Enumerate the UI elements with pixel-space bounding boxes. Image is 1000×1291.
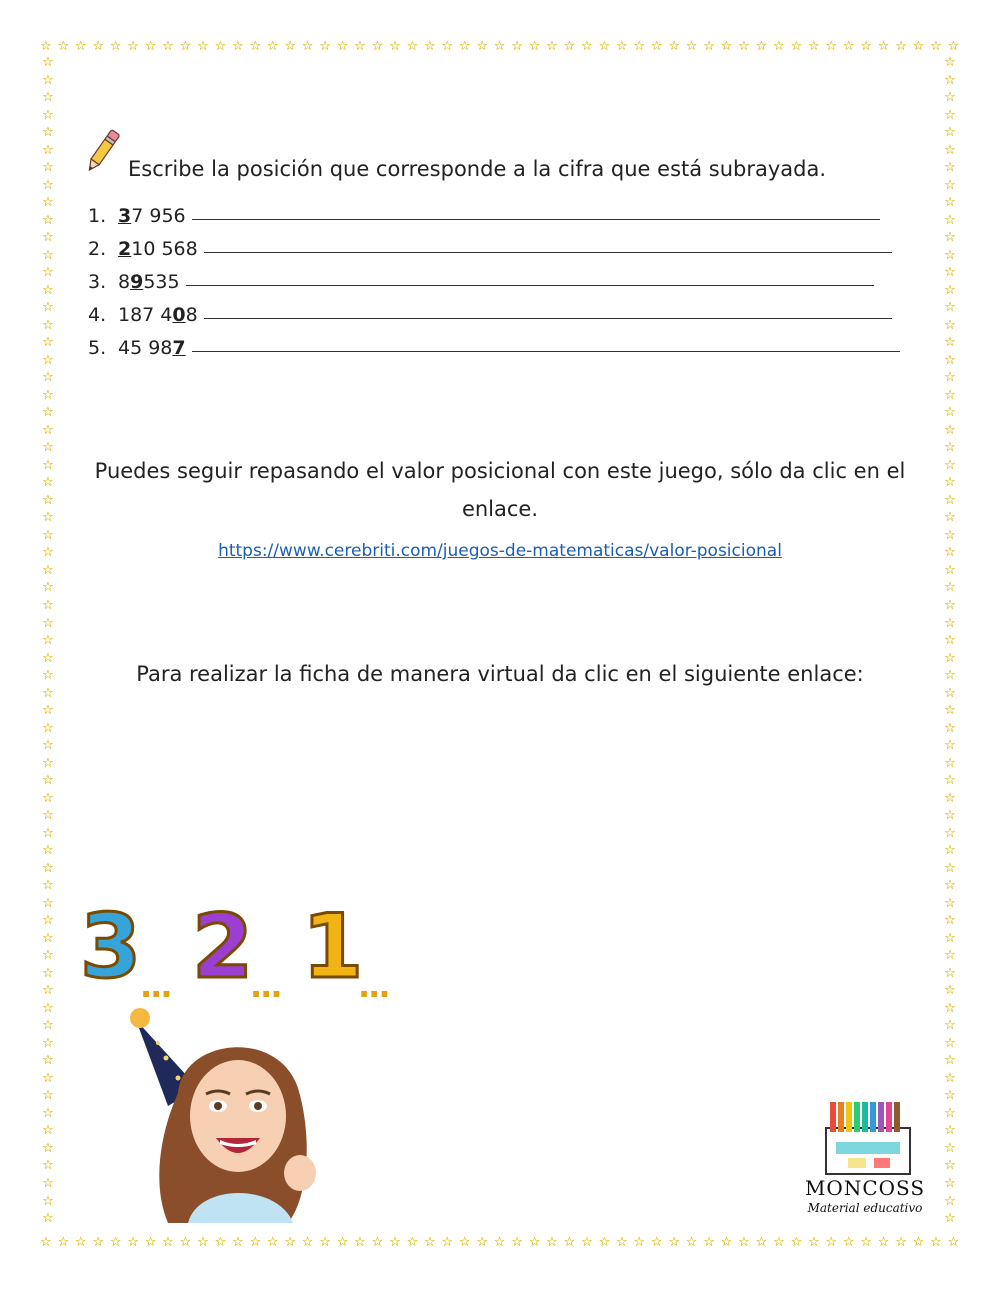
star-icon: ☆ (301, 1234, 314, 1250)
star-icon: ☆ (944, 948, 956, 964)
star-icon: ☆ (738, 38, 750, 54)
star-icon: ☆ (336, 1234, 349, 1250)
star-icon: ☆ (944, 1070, 956, 1086)
countdown-dots: ... (250, 967, 281, 1005)
star-icon: ☆ (214, 1234, 227, 1250)
star-icon: ☆ (511, 1234, 523, 1250)
star-icon: ☆ (42, 475, 54, 491)
star-icon: ☆ (42, 685, 54, 701)
star-icon: ☆ (944, 1035, 956, 1051)
star-icon: ☆ (42, 720, 54, 736)
game-link[interactable]: https://www.cerebriti.com/juegos-de-matematicas/valor-posicional (218, 541, 782, 561)
star-icon: ☆ (546, 38, 558, 54)
star-icon: ☆ (354, 1234, 366, 1250)
star-icon: ☆ (842, 38, 855, 54)
answer-line[interactable] (192, 350, 900, 352)
star-icon: ☆ (944, 90, 956, 106)
star-icon: ☆ (42, 440, 54, 456)
star-icon: ☆ (944, 230, 956, 246)
star-icon: ☆ (42, 160, 54, 176)
exercise-list (88, 203, 928, 368)
star-icon: ☆ (179, 38, 192, 54)
star-icon: ☆ (944, 650, 956, 666)
star-icon: ☆ (912, 38, 925, 54)
underlined-digit: 7 (172, 337, 186, 359)
star-icon: ☆ (720, 1234, 733, 1250)
star-icon: ☆ (944, 1211, 956, 1226)
star-icon: ☆ (528, 1234, 541, 1250)
star-icon: ☆ (944, 195, 956, 211)
star-icon: ☆ (42, 633, 54, 649)
star-icon: ☆ (944, 335, 956, 351)
star-icon: ☆ (42, 370, 54, 386)
star-icon: ☆ (930, 38, 942, 54)
star-icon: ☆ (42, 895, 54, 911)
star-icon: ☆ (42, 545, 54, 561)
star-icon: ☆ (42, 808, 54, 824)
star-icon: ☆ (42, 56, 54, 70)
star-icon: ☆ (944, 825, 956, 841)
number-suffix: 7 956 (131, 205, 186, 227)
star-icon: ☆ (42, 965, 54, 981)
star-icon: ☆ (42, 650, 54, 666)
star-icon: ☆ (42, 352, 54, 368)
star-icon: ☆ (633, 1234, 646, 1250)
countdown-dots: ... (358, 967, 389, 1005)
star-icon: ☆ (42, 790, 54, 806)
star-icon: ☆ (755, 1234, 768, 1250)
star-icon: ☆ (42, 703, 54, 719)
star-icon: ☆ (42, 1053, 54, 1069)
star-icon: ☆ (944, 843, 956, 859)
star-icon: ☆ (371, 1234, 384, 1250)
star-icon: ☆ (944, 510, 956, 526)
star-icon: ☆ (944, 1053, 956, 1069)
star-icon: ☆ (319, 38, 331, 54)
star-border-left (40, 56, 56, 1226)
star-icon: ☆ (944, 633, 956, 649)
star-icon: ☆ (354, 38, 366, 54)
star-border-right (942, 56, 958, 1226)
star-icon: ☆ (944, 440, 956, 456)
star-icon: ☆ (406, 1234, 419, 1250)
star-icon: ☆ (42, 948, 54, 964)
star-icon: ☆ (860, 1234, 872, 1250)
star-icon: ☆ (944, 773, 956, 789)
star-icon: ☆ (42, 1035, 54, 1051)
star-icon: ☆ (633, 38, 646, 54)
star-icon: ☆ (773, 38, 785, 54)
countdown-one: 1 (302, 895, 364, 998)
star-icon: ☆ (944, 580, 956, 596)
star-icon: ☆ (57, 38, 70, 54)
item-number: 5. (88, 337, 107, 359)
review-paragraph: Puedes seguir repasando el valor posicional con este juego, sólo da clic en el enlace. (94, 459, 906, 521)
item-number: 2. (88, 238, 107, 260)
star-icon: ☆ (42, 142, 54, 158)
star-icon: ☆ (944, 720, 956, 736)
star-icon: ☆ (197, 1234, 209, 1250)
logo-subtitle: Material educativo (807, 1201, 923, 1215)
star-icon: ☆ (42, 107, 54, 123)
star-icon: ☆ (109, 38, 122, 54)
star-icon: ☆ (493, 1234, 506, 1250)
star-icon: ☆ (944, 597, 956, 613)
star-icon: ☆ (773, 1234, 785, 1250)
star-icon: ☆ (944, 930, 956, 946)
star-icon: ☆ (42, 247, 54, 263)
list-item (88, 269, 928, 302)
star-icon: ☆ (42, 125, 54, 141)
star-icon: ☆ (944, 668, 956, 684)
star-icon: ☆ (249, 38, 262, 54)
star-icon: ☆ (42, 212, 54, 228)
star-icon: ☆ (738, 1234, 750, 1250)
star-icon: ☆ (389, 1234, 401, 1250)
underlined-digit: 9 (130, 271, 144, 293)
star-icon: ☆ (42, 335, 54, 351)
star-icon: ☆ (825, 38, 838, 54)
answer-line[interactable] (204, 251, 892, 253)
star-icon: ☆ (703, 38, 715, 54)
star-icon: ☆ (458, 1234, 471, 1250)
star-icon: ☆ (127, 1234, 139, 1250)
star-icon: ☆ (476, 1234, 488, 1250)
star-icon: ☆ (42, 913, 54, 929)
star-icon: ☆ (944, 913, 956, 929)
underlined-digit: 3 (118, 205, 132, 227)
star-icon: ☆ (755, 38, 768, 54)
star-icon: ☆ (249, 1234, 262, 1250)
star-icon: ☆ (42, 1018, 54, 1034)
brand-logo (800, 1098, 940, 1223)
star-icon: ☆ (944, 422, 956, 438)
list-item (88, 302, 928, 335)
star-icon: ☆ (944, 475, 956, 491)
star-icon: ☆ (162, 38, 174, 54)
star-icon: ☆ (650, 38, 663, 54)
star-icon: ☆ (423, 1234, 436, 1250)
star-icon: ☆ (284, 1234, 296, 1250)
star-icon: ☆ (860, 38, 872, 54)
star-icon: ☆ (598, 38, 611, 54)
number-prefix: 187 4 (118, 304, 173, 326)
star-icon: ☆ (598, 1234, 611, 1250)
star-icon: ☆ (947, 1234, 960, 1250)
star-icon: ☆ (42, 492, 54, 508)
item-number: 4. (88, 304, 107, 326)
star-icon: ☆ (790, 1234, 803, 1250)
star-icon: ☆ (944, 1123, 956, 1139)
star-icon: ☆ (197, 38, 209, 54)
star-icon: ☆ (42, 773, 54, 789)
number-prefix: 8 (118, 271, 131, 293)
pencil-icon (78, 128, 126, 176)
star-icon: ☆ (40, 1234, 52, 1250)
star-icon: ☆ (944, 352, 956, 368)
star-icon: ☆ (42, 1176, 54, 1191)
star-icon: ☆ (42, 300, 54, 316)
star-icon: ☆ (162, 1234, 174, 1250)
star-icon: ☆ (42, 843, 54, 859)
star-icon: ☆ (42, 1123, 54, 1139)
star-icon: ☆ (944, 1176, 956, 1191)
virtual-paragraph: Para realizar la ficha de manera virtual da clic en el siguiente enlace: (136, 662, 864, 686)
star-icon: ☆ (179, 1234, 192, 1250)
star-icon: ☆ (144, 38, 157, 54)
star-icon: ☆ (912, 1234, 925, 1250)
star-icon: ☆ (231, 1234, 244, 1250)
star-icon: ☆ (650, 1234, 663, 1250)
number-suffix: 8 (185, 304, 198, 326)
list-item (88, 335, 928, 368)
star-icon: ☆ (581, 38, 593, 54)
star-icon: ☆ (944, 1088, 956, 1104)
star-icon: ☆ (42, 317, 54, 333)
star-icon: ☆ (944, 965, 956, 981)
star-icon: ☆ (406, 38, 419, 54)
star-icon: ☆ (944, 685, 956, 701)
star-icon: ☆ (42, 860, 54, 876)
star-icon: ☆ (42, 825, 54, 841)
star-icon: ☆ (944, 808, 956, 824)
star-icon: ☆ (703, 1234, 715, 1250)
star-icon: ☆ (944, 562, 956, 578)
star-icon: ☆ (944, 265, 956, 281)
star-icon: ☆ (615, 38, 628, 54)
star-icon: ☆ (807, 38, 820, 54)
star-icon: ☆ (944, 738, 956, 754)
star-icon: ☆ (42, 668, 54, 684)
star-icon: ☆ (944, 72, 956, 88)
star-icon: ☆ (92, 38, 105, 54)
star-border-bottom (40, 1234, 960, 1250)
star-icon: ☆ (231, 38, 244, 54)
star-icon: ☆ (74, 1234, 87, 1250)
star-icon: ☆ (42, 615, 54, 631)
star-icon: ☆ (877, 1234, 890, 1250)
star-icon: ☆ (685, 38, 698, 54)
answer-line[interactable] (192, 218, 880, 220)
star-icon: ☆ (807, 1234, 820, 1250)
star-icon: ☆ (790, 38, 803, 54)
star-icon: ☆ (944, 895, 956, 911)
star-icon: ☆ (42, 580, 54, 596)
star-icon: ☆ (825, 1234, 838, 1250)
star-icon: ☆ (944, 370, 956, 386)
star-icon: ☆ (441, 38, 454, 54)
star-icon: ☆ (944, 1018, 956, 1034)
star-icon: ☆ (42, 1000, 54, 1016)
star-icon: ☆ (42, 1088, 54, 1104)
star-icon: ☆ (42, 1193, 54, 1209)
star-border-top (40, 38, 960, 54)
star-icon: ☆ (947, 38, 960, 54)
star-icon: ☆ (214, 38, 227, 54)
number-prefix: 45 98 (118, 337, 173, 359)
star-icon: ☆ (40, 38, 52, 54)
star-icon: ☆ (581, 1234, 593, 1250)
star-icon: ☆ (42, 265, 54, 281)
star-icon: ☆ (42, 983, 54, 999)
list-item (88, 236, 928, 269)
number-suffix: 10 568 (131, 238, 198, 260)
star-icon: ☆ (42, 1140, 54, 1156)
star-icon: ☆ (944, 160, 956, 176)
star-icon: ☆ (42, 405, 54, 421)
star-icon: ☆ (42, 755, 54, 771)
star-icon: ☆ (42, 1070, 54, 1086)
colored-pencils-icon (818, 1098, 918, 1176)
star-icon: ☆ (42, 422, 54, 438)
star-icon: ☆ (877, 38, 890, 54)
star-icon: ☆ (42, 457, 54, 473)
star-icon: ☆ (944, 56, 956, 70)
star-icon: ☆ (668, 1234, 680, 1250)
star-icon: ☆ (441, 1234, 454, 1250)
star-icon: ☆ (42, 878, 54, 894)
star-icon: ☆ (266, 1234, 279, 1250)
star-icon: ☆ (144, 1234, 157, 1250)
star-icon: ☆ (944, 983, 956, 999)
number-suffix: 535 (143, 271, 180, 293)
star-icon: ☆ (546, 1234, 558, 1250)
star-icon: ☆ (42, 1158, 54, 1174)
star-icon: ☆ (389, 38, 401, 54)
star-icon: ☆ (944, 703, 956, 719)
star-icon: ☆ (944, 125, 956, 141)
star-icon: ☆ (301, 38, 314, 54)
star-icon: ☆ (895, 1234, 907, 1250)
star-icon: ☆ (944, 457, 956, 473)
star-icon: ☆ (685, 1234, 698, 1250)
countdown-two: 2 (192, 895, 254, 998)
star-icon: ☆ (668, 38, 680, 54)
star-icon: ☆ (528, 38, 541, 54)
star-icon: ☆ (944, 878, 956, 894)
star-icon: ☆ (42, 1211, 54, 1226)
star-icon: ☆ (944, 527, 956, 543)
star-icon: ☆ (127, 38, 139, 54)
star-icon: ☆ (284, 38, 296, 54)
instruction-block (78, 128, 938, 188)
countdown-three: 3 (80, 895, 142, 998)
star-icon: ☆ (42, 738, 54, 754)
star-icon: ☆ (42, 72, 54, 88)
star-icon: ☆ (944, 300, 956, 316)
logo-name: MONCOSS (804, 1176, 926, 1200)
star-icon: ☆ (944, 545, 956, 561)
instruction-text: Escribe la posición que corresponde a la cifra que está subrayada. (128, 157, 827, 181)
star-icon: ☆ (563, 38, 576, 54)
star-icon: ☆ (944, 1140, 956, 1156)
countdown-graphic (80, 895, 400, 1005)
star-icon: ☆ (895, 38, 907, 54)
countdown-dots: ... (140, 967, 171, 1005)
star-icon: ☆ (511, 38, 523, 54)
star-icon: ☆ (336, 38, 349, 54)
star-icon: ☆ (944, 1105, 956, 1121)
star-icon: ☆ (944, 492, 956, 508)
item-number: 3. (88, 271, 107, 293)
star-icon: ☆ (944, 405, 956, 421)
star-icon: ☆ (563, 1234, 576, 1250)
star-icon: ☆ (423, 38, 436, 54)
star-icon: ☆ (42, 282, 54, 298)
list-item (88, 203, 928, 236)
star-icon: ☆ (944, 317, 956, 333)
avatar (128, 998, 348, 1223)
star-icon: ☆ (319, 1234, 331, 1250)
star-icon: ☆ (944, 282, 956, 298)
star-icon: ☆ (944, 615, 956, 631)
star-icon: ☆ (42, 510, 54, 526)
star-icon: ☆ (109, 1234, 122, 1250)
star-icon: ☆ (74, 38, 87, 54)
underlined-digit: 0 (172, 304, 186, 326)
underlined-digit: 2 (118, 238, 132, 260)
star-icon: ☆ (944, 860, 956, 876)
star-icon: ☆ (944, 177, 956, 193)
star-icon: ☆ (944, 1158, 956, 1174)
star-icon: ☆ (371, 38, 384, 54)
star-icon: ☆ (42, 387, 54, 403)
star-icon: ☆ (944, 107, 956, 123)
star-icon: ☆ (266, 38, 279, 54)
star-icon: ☆ (944, 247, 956, 263)
star-icon: ☆ (944, 212, 956, 228)
star-icon: ☆ (476, 38, 488, 54)
star-icon: ☆ (57, 1234, 70, 1250)
star-icon: ☆ (42, 177, 54, 193)
star-icon: ☆ (944, 1000, 956, 1016)
star-icon: ☆ (42, 230, 54, 246)
answer-line[interactable] (186, 284, 874, 286)
star-icon: ☆ (944, 1193, 956, 1209)
star-icon: ☆ (930, 1234, 942, 1250)
star-icon: ☆ (42, 90, 54, 106)
star-icon: ☆ (92, 1234, 105, 1250)
star-icon: ☆ (842, 1234, 855, 1250)
star-icon: ☆ (458, 38, 471, 54)
star-icon: ☆ (944, 142, 956, 158)
star-icon: ☆ (42, 930, 54, 946)
answer-line[interactable] (204, 317, 892, 319)
star-icon: ☆ (493, 38, 506, 54)
star-icon: ☆ (944, 387, 956, 403)
star-icon: ☆ (42, 562, 54, 578)
item-number: 1. (88, 205, 107, 227)
star-icon: ☆ (944, 755, 956, 771)
star-icon: ☆ (42, 527, 54, 543)
star-icon: ☆ (42, 597, 54, 613)
star-icon: ☆ (944, 790, 956, 806)
star-icon: ☆ (42, 1105, 54, 1121)
star-icon: ☆ (615, 1234, 628, 1250)
star-icon: ☆ (720, 38, 733, 54)
star-icon: ☆ (42, 195, 54, 211)
